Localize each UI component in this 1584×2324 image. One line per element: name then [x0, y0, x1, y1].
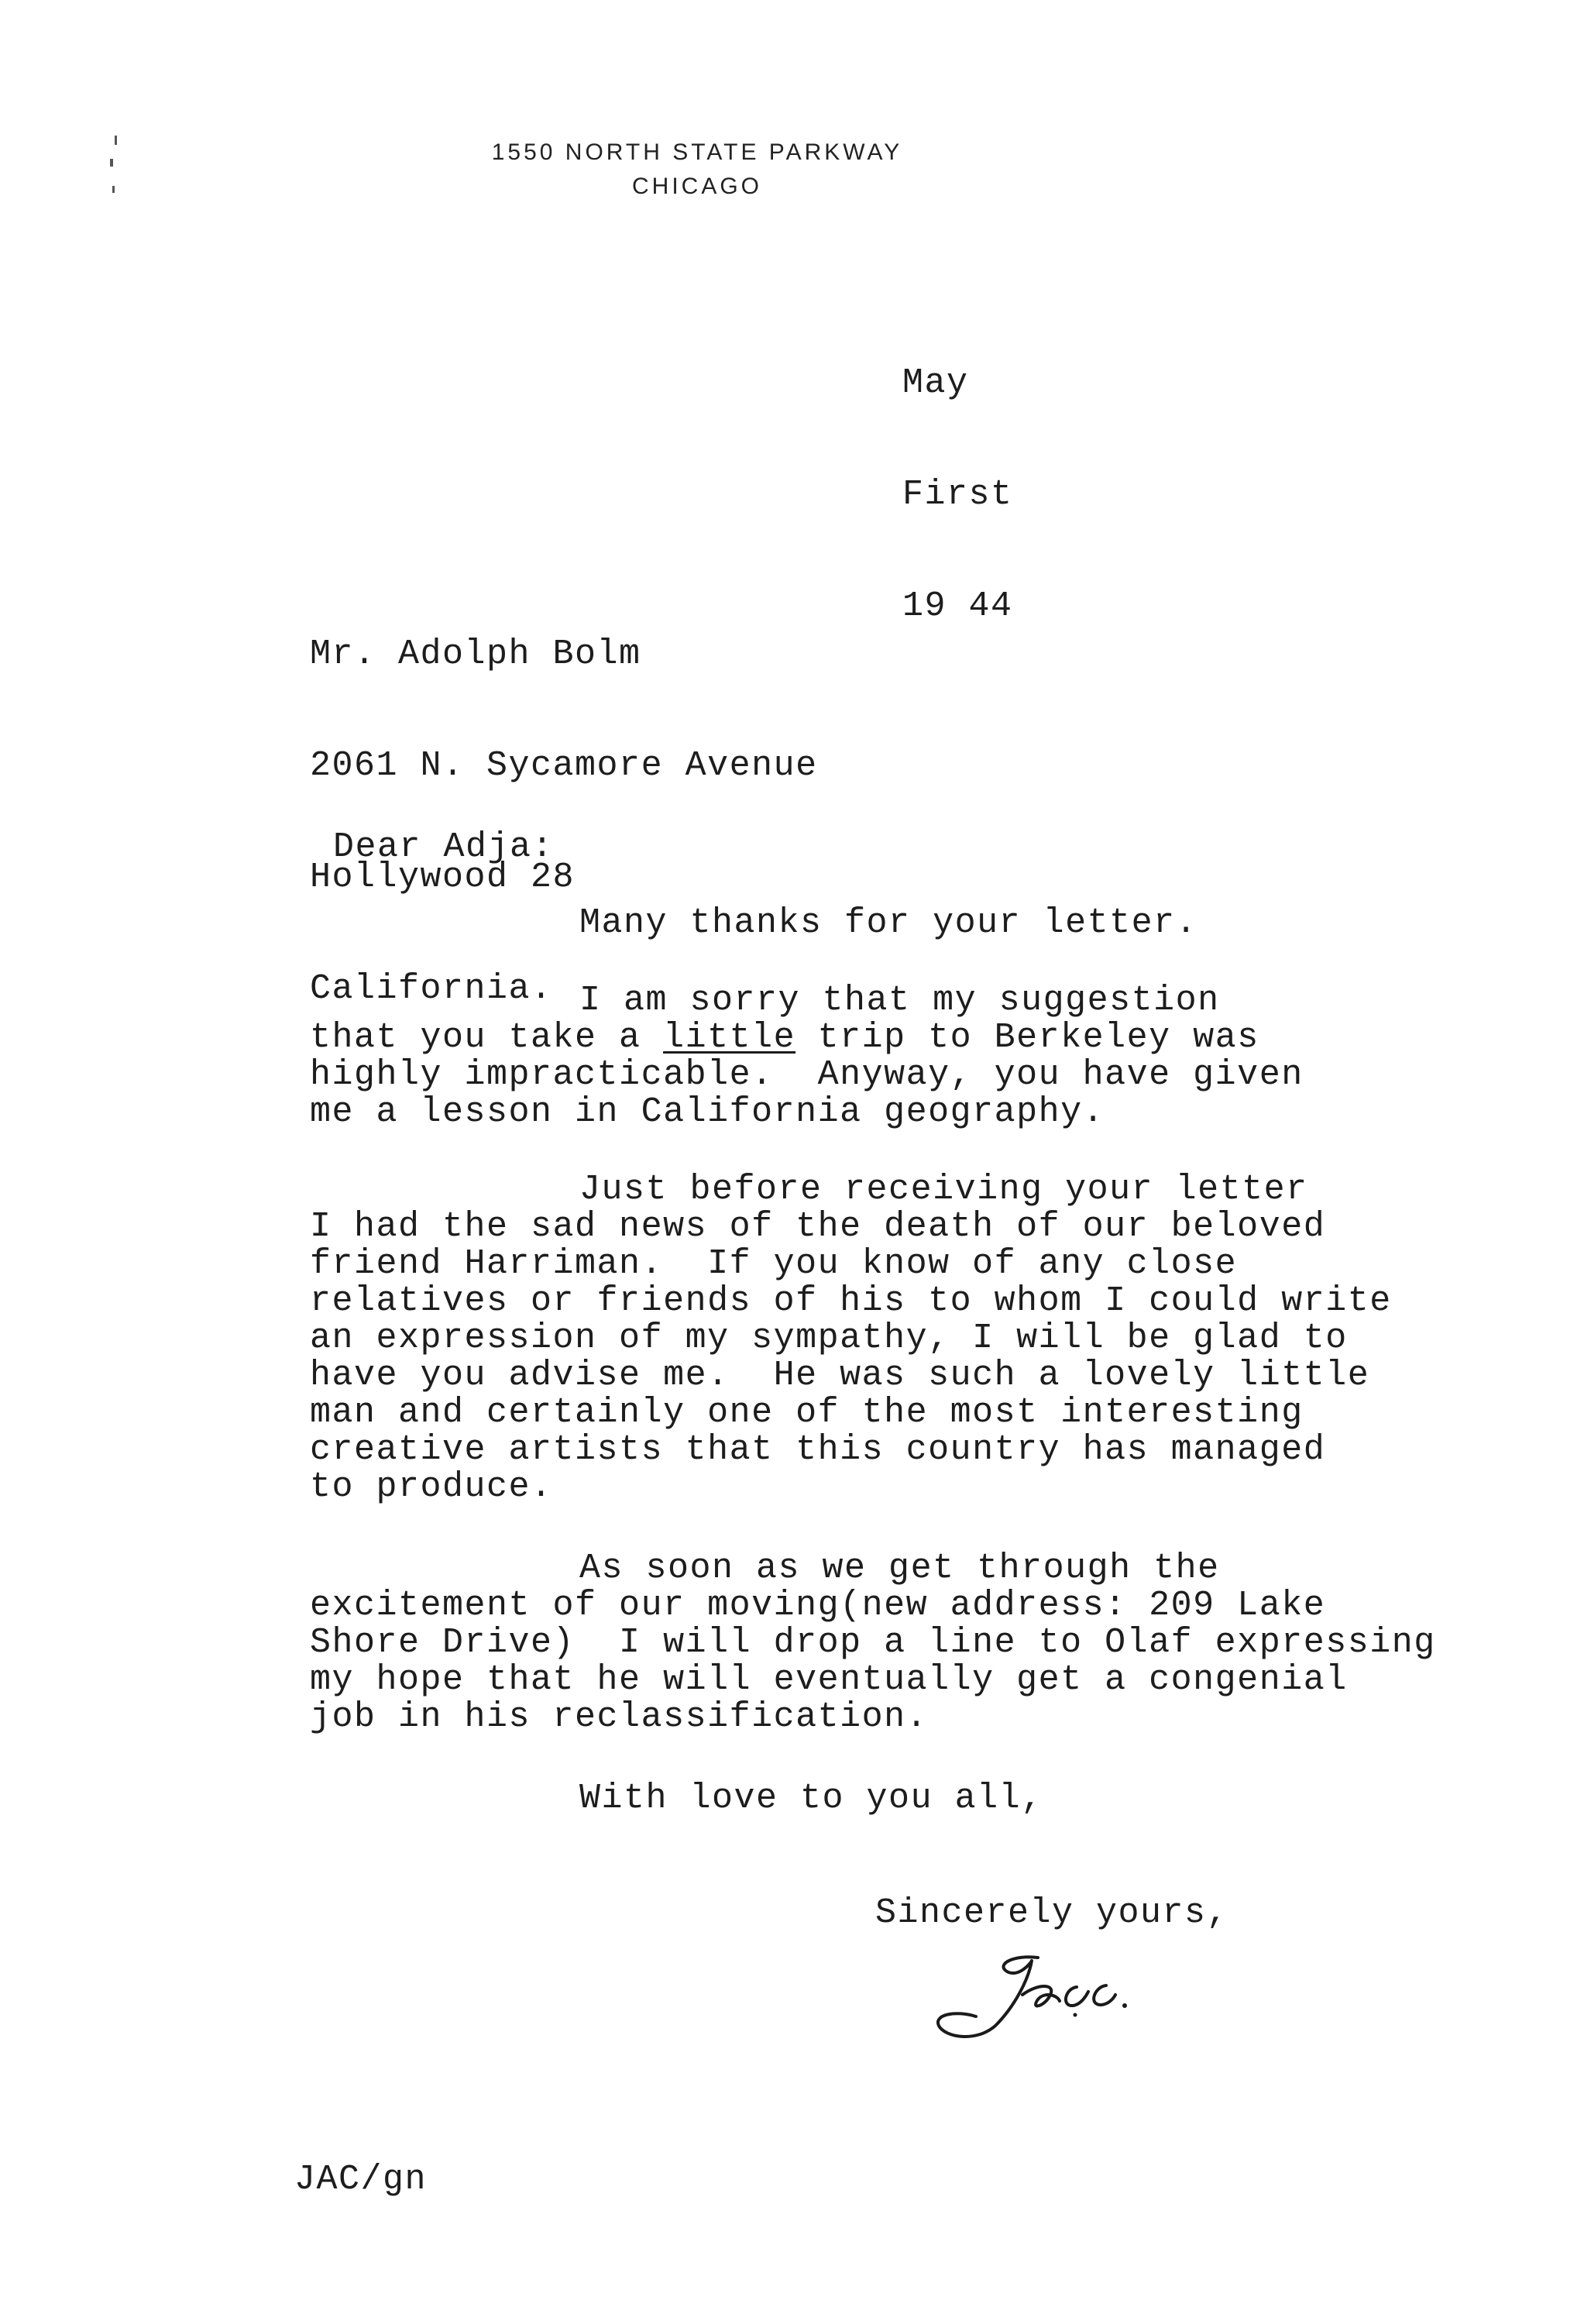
underlined-word: little	[663, 1018, 796, 1057]
paragraph-line: As soon as we get through the	[579, 1549, 1220, 1588]
reference-initials: JAC/gn	[294, 2160, 428, 2199]
paragraph-line: creative artists that this country has managed	[310, 1430, 1326, 1470]
paragraph-line: Shore Drive) I will drop a line to Olaf expressing	[310, 1623, 1436, 1662]
margin-speck	[110, 159, 113, 167]
paragraph-line: an expression of my sympathy, I will be glad to	[310, 1318, 1348, 1358]
paragraph-line: man and certainly one of the most interesting	[310, 1393, 1304, 1432]
paragraph-line: me a lesson in California geography.	[310, 1092, 1105, 1132]
paragraph-line: job in his reclassification.	[310, 1697, 929, 1737]
letterhead-street: 1550 NORTH STATE PARKWAY	[491, 139, 903, 165]
paragraph-1: Many thanks for your letter.	[579, 903, 1198, 943]
signoff: Sincerely yours,	[875, 1893, 1229, 1933]
letterhead	[457, 136, 937, 204]
date-year: 19 44	[902, 586, 1013, 626]
signature	[922, 1941, 1154, 2049]
paragraph-2	[310, 982, 1304, 1131]
margin-speck	[112, 186, 115, 193]
recipient-name: Mr. Adolph Bolm	[310, 634, 641, 674]
date-month: May	[902, 363, 969, 403]
paragraph-fragment: that you take a	[310, 1018, 664, 1057]
paragraph-line: highly impracticable. Anyway, you have given	[310, 1055, 1304, 1095]
paragraph-line: friend Harriman. If you know of any close	[310, 1244, 1238, 1284]
recipient-city: Hollywood 28	[310, 858, 576, 897]
paragraph-line: have you advise me. He was such a lovely little	[310, 1356, 1370, 1395]
paragraph-line: relatives or friends of his to whom I could write	[310, 1281, 1392, 1321]
paragraph-line: Just before receiving your letter	[579, 1170, 1308, 1209]
date-day: First	[902, 475, 1013, 514]
letter-date	[902, 290, 1013, 700]
paragraph-fragment: trip to Berkeley was	[795, 1018, 1259, 1057]
letterhead-city: CHICAGO	[631, 174, 762, 199]
recipient-street: 2061 N. Sycamore Avenue	[310, 746, 818, 786]
margin-speck	[115, 136, 117, 145]
paragraph-line: my hope that he will eventually get a congenial	[310, 1660, 1348, 1700]
salutation: Dear Adja:	[333, 827, 555, 867]
paragraph-line: I am sorry that my suggestion	[579, 981, 1220, 1020]
paragraph-line: I had the sad news of the death of our beloved	[310, 1207, 1326, 1246]
recipient-state: California.	[310, 969, 553, 1009]
paragraph-4	[310, 1550, 1436, 1736]
paragraph-3	[310, 1171, 1392, 1506]
paragraph-line: excitement of our moving(new address: 209 Lake	[310, 1586, 1326, 1625]
paragraph-line	[310, 1019, 1304, 1057]
paragraph-line: to produce.	[310, 1467, 553, 1507]
closing-line: With love to you all,	[579, 1779, 1043, 1818]
